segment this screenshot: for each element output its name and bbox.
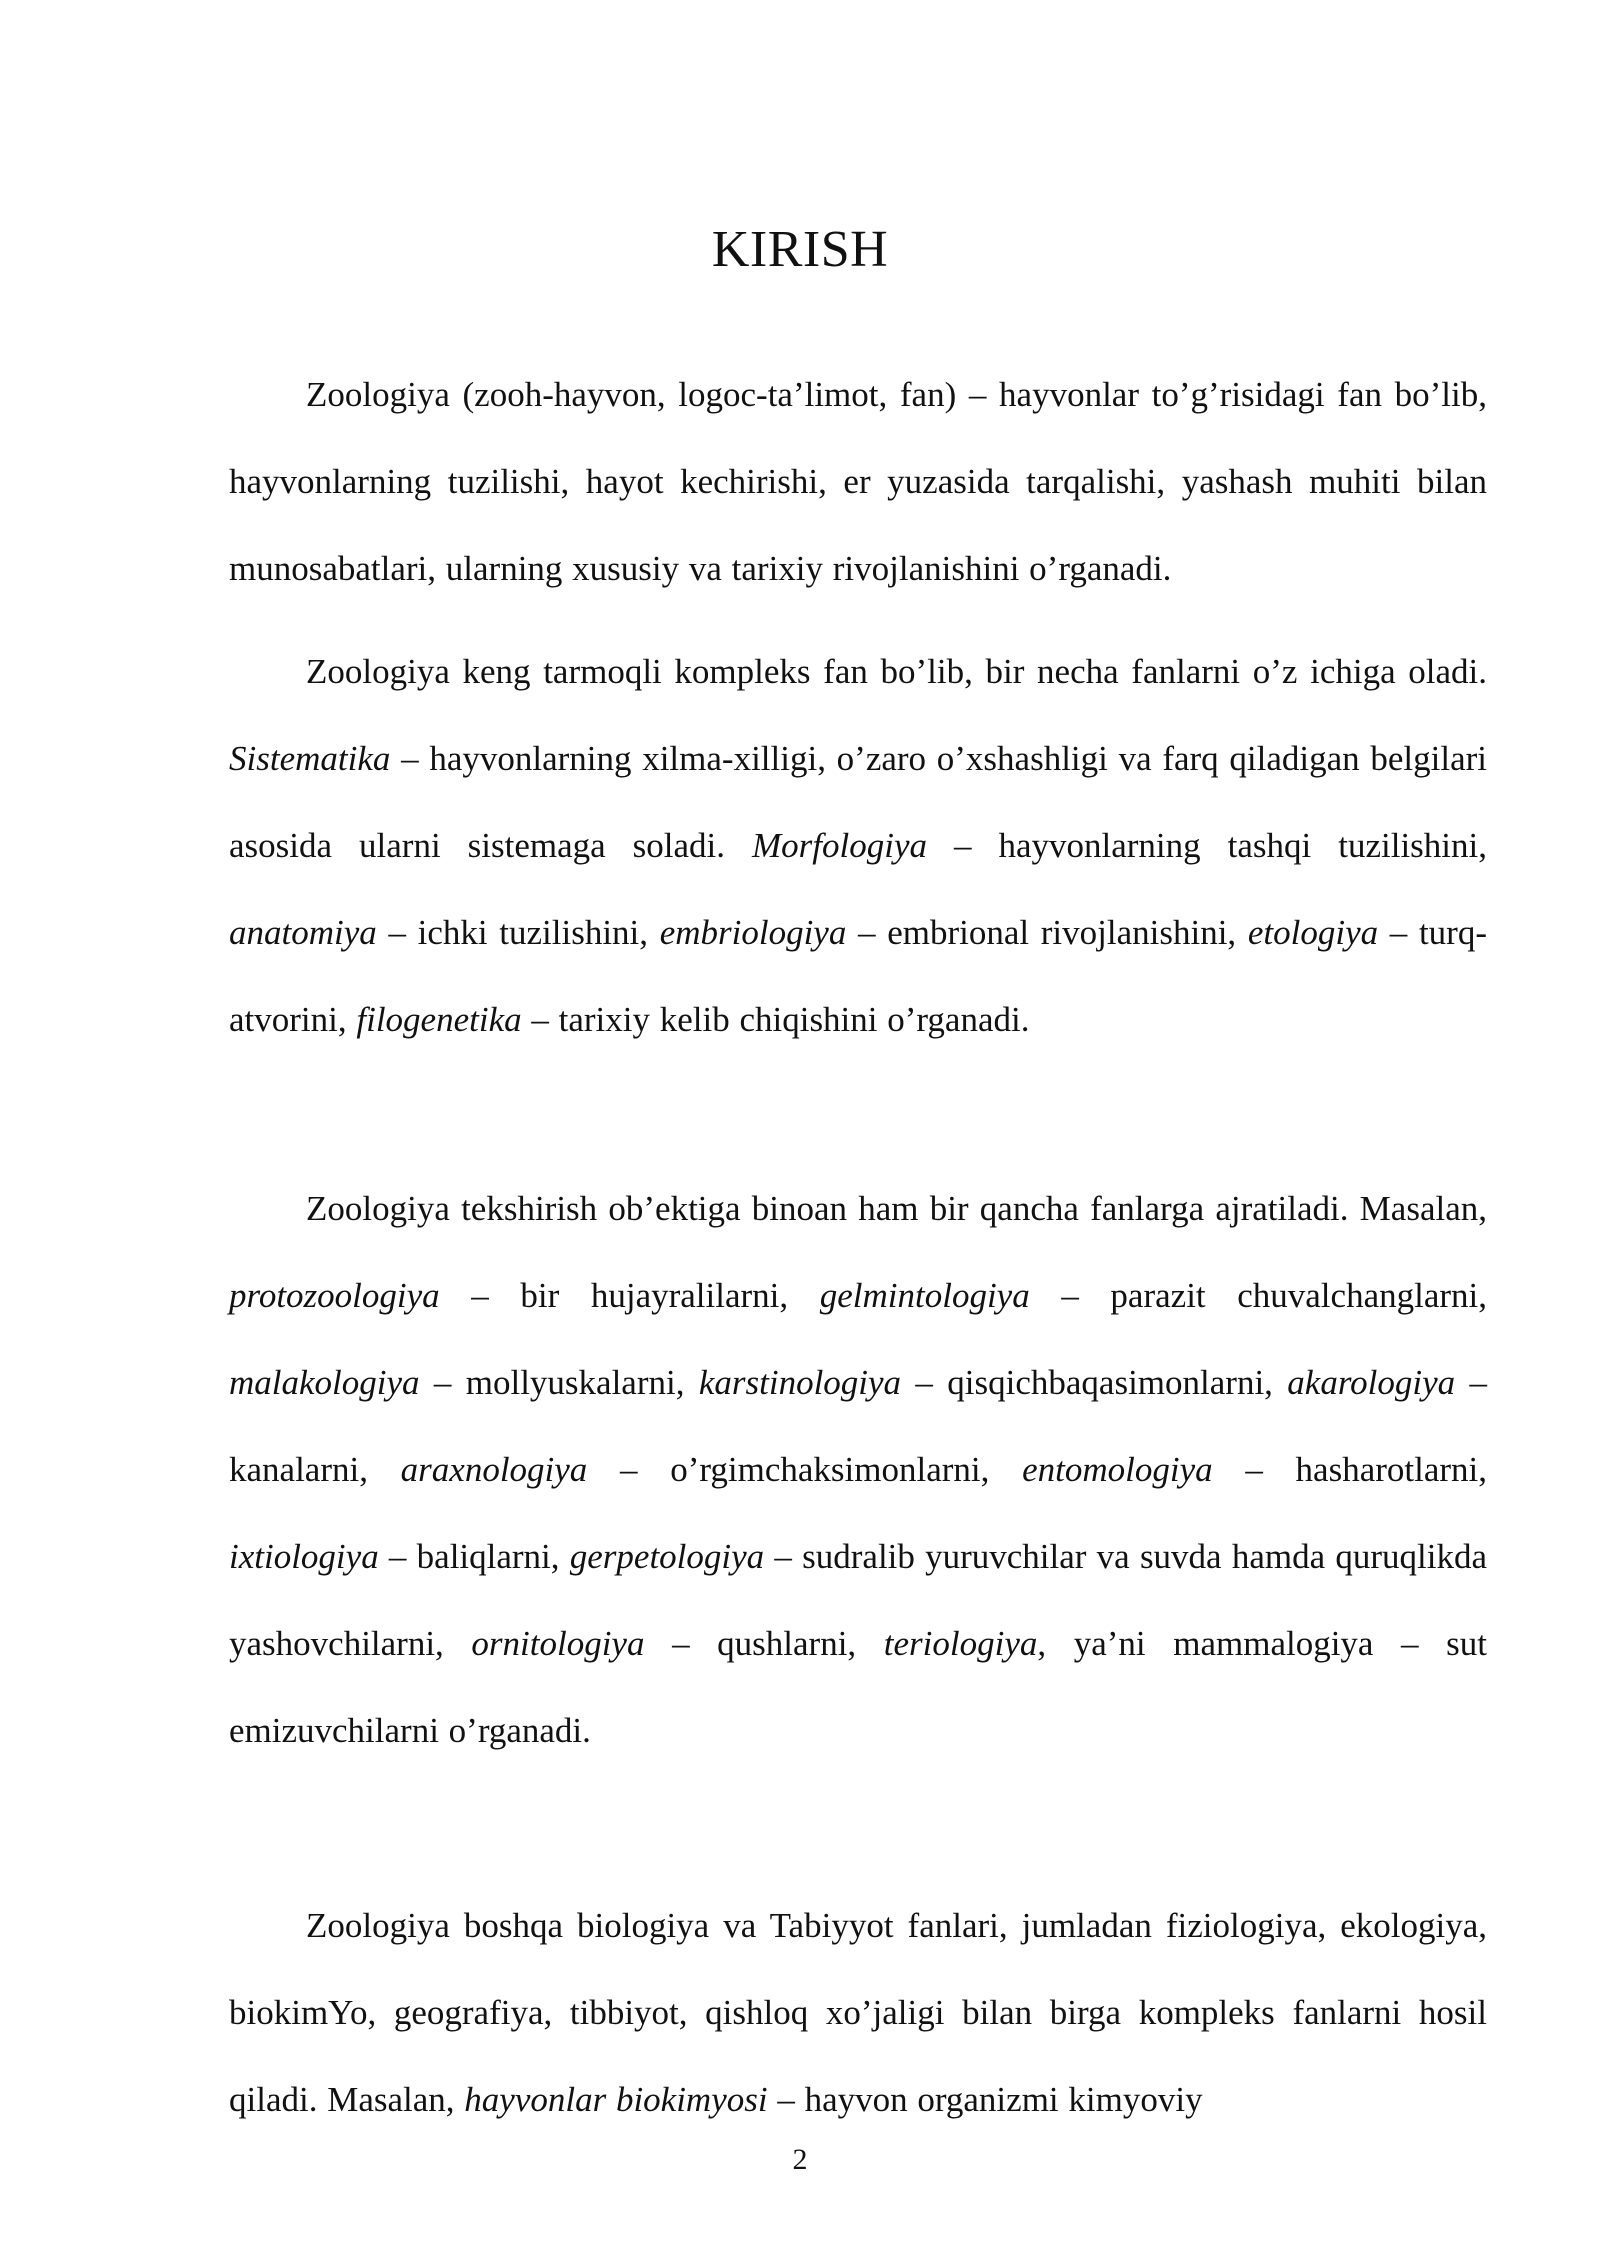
text-run: – kanalarni, bbox=[229, 1363, 1488, 1489]
page-title: KIRISH bbox=[711, 221, 889, 278]
text-run: Zoologiya keng tarmoqli kompleks fan bo’lib, bir necha fanlarni o’z ichiga oladi. bbox=[306, 652, 1487, 691]
term-italic: akarologiya bbox=[1287, 1363, 1456, 1402]
term-italic: Morfologiya bbox=[752, 826, 927, 865]
text-run: – embrional rivojlanishini, bbox=[846, 913, 1248, 952]
text-run: – qushlarni, bbox=[644, 1624, 884, 1663]
text-run: – parazit chuvalchanglarni, bbox=[1029, 1276, 1487, 1315]
text-run: – sudralib yuruvchilar va suvda hamda quruqlikda yashovchilarni, bbox=[229, 1537, 1487, 1663]
term-italic: anatomiya bbox=[229, 913, 377, 952]
term-italic: araxnologiya bbox=[400, 1450, 588, 1489]
term-italic: protozoologiya bbox=[229, 1276, 440, 1315]
term-italic: teriologiya bbox=[883, 1624, 1038, 1663]
term-italic: ixtiologiya bbox=[229, 1537, 379, 1576]
page-number: 2 bbox=[792, 2143, 808, 2176]
text-run: – qisqichbaqasimonlarni, bbox=[901, 1363, 1288, 1402]
term-italic: karstinologiya bbox=[698, 1363, 902, 1402]
text-run: – o’rgimchaksimonlarni, bbox=[587, 1450, 1023, 1489]
text-run: Zoologiya tekshirish ob’ektiga binoan ham bir qancha fanlarga ajratiladi. Masalan, bbox=[306, 1189, 1487, 1228]
text-run: , ya’ni mammalogiya – sut emizuvchilarni o’rganadi. bbox=[229, 1624, 1487, 1750]
text-run: – tarixiy kelib chiqishini o’rganadi. bbox=[521, 1000, 1030, 1039]
text-run: – hasharotlarni, bbox=[1212, 1450, 1487, 1489]
term-italic: filogenetika bbox=[356, 1000, 522, 1039]
text-run: – baliqlarni, bbox=[378, 1537, 570, 1576]
term-italic: ornitologiya bbox=[471, 1624, 645, 1663]
term-italic: entomologiya bbox=[1022, 1450, 1213, 1489]
text-run: Zoologiya (zooh-hayvon, logoc-ta’limot, fan) – hayvonlar to’g’risidagi fan bo’lib, hayvonlarning tuzilishi, hayot kechirishi, er yuzasida tarqalishi, yashash muhiti bilan munosabatlari, ularning xususiy va tarixiy rivojlanishini o’rganadi. bbox=[229, 375, 1487, 588]
term-italic: gelmintologiya bbox=[819, 1276, 1030, 1315]
paragraph-4 bbox=[229, 1882, 1487, 2143]
text-run: – ichki tuzilishini, bbox=[376, 913, 660, 952]
paragraph-2 bbox=[229, 628, 1487, 1063]
term-italic: hayvonlar biokimyosi bbox=[464, 2080, 768, 2119]
text-run: – hayvon organizmi kimyoviy bbox=[767, 2080, 1203, 2119]
text-run: – mollyuskalarni, bbox=[419, 1363, 699, 1402]
text-run: – hayvonlarning tashqi tuzilishini, bbox=[927, 826, 1487, 865]
term-italic: embriologiya bbox=[659, 913, 847, 952]
term-italic: etologiya bbox=[1247, 913, 1379, 952]
term-italic: malakologiya bbox=[229, 1363, 420, 1402]
text-run: – bir hujayralilarni, bbox=[439, 1276, 820, 1315]
text-run: Zoologiya boshqa biologiya va Tabiyyot fanlari, jumladan fiziologiya, ekologiya, biokimYo, geografiya, tibbiyot, qishloq xo’jaligi bilan birga kompleks fanlarni hosil qiladi. Masalan, bbox=[229, 1906, 1487, 2119]
text-run: – turq-atvorini, bbox=[229, 913, 1487, 1039]
paragraph-3 bbox=[229, 1165, 1487, 1774]
term-italic: Sistematika bbox=[229, 739, 391, 778]
text-run: – hayvonlarning xilma-xilligi, o’zaro o’xshashligi va farq qiladigan belgilari asosida ularni sistemaga soladi. bbox=[229, 739, 1487, 865]
paragraph-1 bbox=[229, 351, 1487, 612]
term-italic: gerpetologiya bbox=[569, 1537, 765, 1576]
